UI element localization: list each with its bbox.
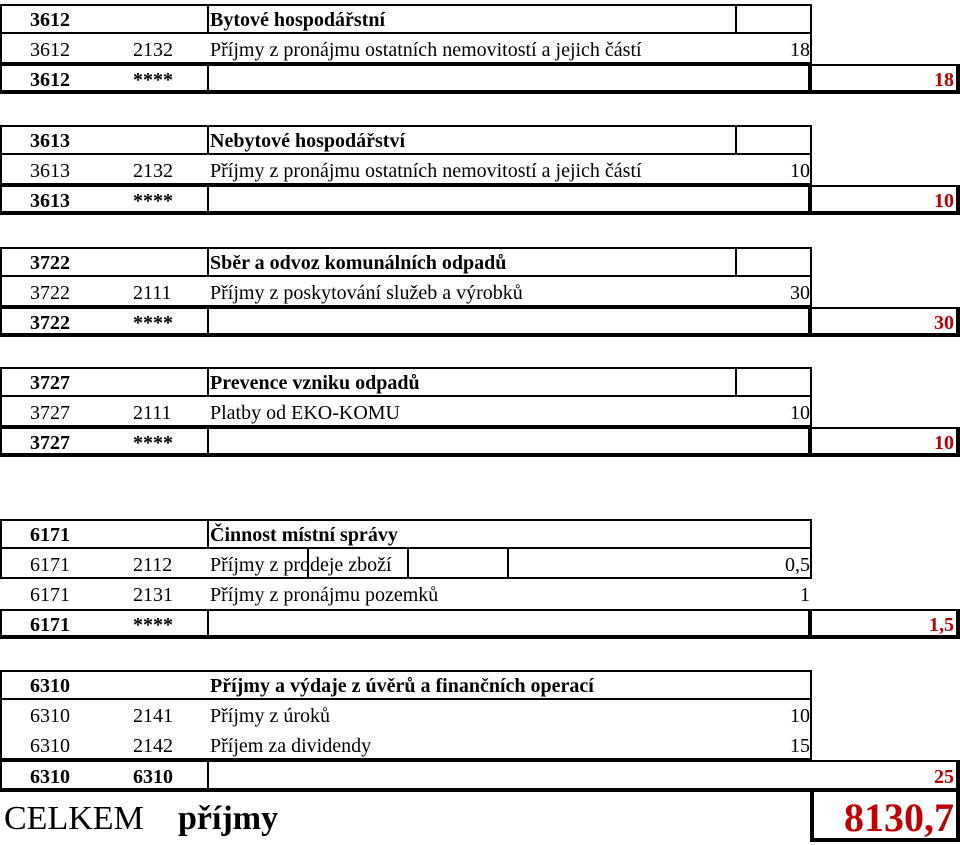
section-header-row xyxy=(0,670,960,700)
par-code: 6310 xyxy=(30,735,70,757)
total-value: 10 xyxy=(934,190,954,212)
section-name: Příjmy a výdaje z úvěrů a finančních operací xyxy=(210,675,594,697)
item-row xyxy=(0,549,960,579)
par-code: 6310 xyxy=(30,675,70,697)
par-code: 3613 xyxy=(30,190,70,212)
item-value: 10 xyxy=(790,705,810,727)
pol-code: 2112 xyxy=(133,554,173,576)
pol-code: 2141 xyxy=(133,705,173,727)
total-value: 18 xyxy=(934,69,954,91)
section-name: Činnost místní správy xyxy=(210,524,398,546)
section-name: Sběr a odvoz komunálních odpadů xyxy=(210,252,507,274)
item-row xyxy=(0,155,960,185)
grand-total-sublabel: příjmy xyxy=(178,800,279,837)
pol-code: 6310 xyxy=(133,766,173,788)
grand-total-value: 8130,7 xyxy=(844,795,954,840)
item-text: Příjmy z poskytování služeb a výrobků xyxy=(210,282,523,304)
section-name: Bytové hospodářstní xyxy=(210,9,386,31)
par-code: 3722 xyxy=(30,252,70,274)
pol-code: 2111 xyxy=(133,282,172,304)
total-row xyxy=(0,185,960,215)
total-row xyxy=(0,307,960,337)
pol-code: **** xyxy=(133,432,173,454)
pol-code: **** xyxy=(133,614,173,636)
item-row xyxy=(0,579,960,609)
par-code: 3722 xyxy=(30,282,70,304)
section-name: Prevence vzniku odpadů xyxy=(210,372,420,394)
item-value: 1 xyxy=(800,584,810,606)
total-value: 30 xyxy=(934,312,954,334)
section-header-row xyxy=(0,519,960,549)
item-text: Příjmy z pronájmu pozemků xyxy=(210,584,439,606)
par-code: 3727 xyxy=(30,432,70,454)
section-header-row xyxy=(0,125,960,155)
item-text: Příjem za dividendy xyxy=(210,735,372,757)
par-code: 6171 xyxy=(30,584,70,606)
par-code: 3612 xyxy=(30,9,70,31)
item-text: Příjmy z prodeje zboží xyxy=(210,554,392,576)
pol-code: **** xyxy=(133,69,173,91)
item-text: Příjmy z úroků xyxy=(210,705,330,727)
item-text: Platby od EKO-KOMU xyxy=(210,402,400,424)
total-row xyxy=(0,427,960,457)
section-header-row xyxy=(0,367,960,397)
par-code: 3727 xyxy=(30,372,70,394)
section-header-row xyxy=(0,4,960,34)
item-value: 10 xyxy=(790,160,810,182)
par-code: 3613 xyxy=(30,130,70,152)
pol-code: 2142 xyxy=(133,735,173,757)
par-code: 3727 xyxy=(30,402,70,424)
item-value: 18 xyxy=(790,39,810,61)
item-value: 30 xyxy=(790,282,810,304)
pol-code: 2132 xyxy=(133,160,173,182)
pol-code: 2111 xyxy=(133,402,172,424)
item-text: Příjmy z pronájmu ostatních nemovitostí a jejich částí xyxy=(210,160,642,182)
total-row xyxy=(0,609,960,639)
pol-code: 2131 xyxy=(133,584,173,606)
par-code: 6310 xyxy=(30,705,70,727)
item-row xyxy=(0,34,960,64)
total-row xyxy=(0,64,960,94)
par-code: 3612 xyxy=(30,39,70,61)
item-text: Příjmy z pronájmu ostatních nemovitostí a jejich částí xyxy=(210,39,642,61)
par-code: 3612 xyxy=(30,69,70,91)
par-code: 3613 xyxy=(30,160,70,182)
par-code: 6171 xyxy=(30,554,70,576)
grand-total-label: CELKEM xyxy=(4,800,144,837)
pol-code: **** xyxy=(133,190,173,212)
item-box xyxy=(0,700,812,760)
par-code: 6171 xyxy=(30,614,70,636)
par-code: 6310 xyxy=(30,766,70,788)
item-row xyxy=(0,397,960,427)
total-value: 10 xyxy=(934,432,954,454)
item-value: 15 xyxy=(790,735,810,757)
item-row xyxy=(0,277,960,307)
total-value: 1,5 xyxy=(929,614,954,636)
item-value: 10 xyxy=(790,402,810,424)
pol-code: **** xyxy=(133,312,173,334)
item-value: 0,5 xyxy=(785,554,810,576)
par-code: 3722 xyxy=(30,312,70,334)
par-code: 6171 xyxy=(30,524,70,546)
pol-code: 2132 xyxy=(133,39,173,61)
total-row xyxy=(0,761,960,791)
section-header-row xyxy=(0,247,960,277)
section-name: Nebytové hospodářství xyxy=(210,130,406,152)
total-value: 25 xyxy=(934,766,954,788)
